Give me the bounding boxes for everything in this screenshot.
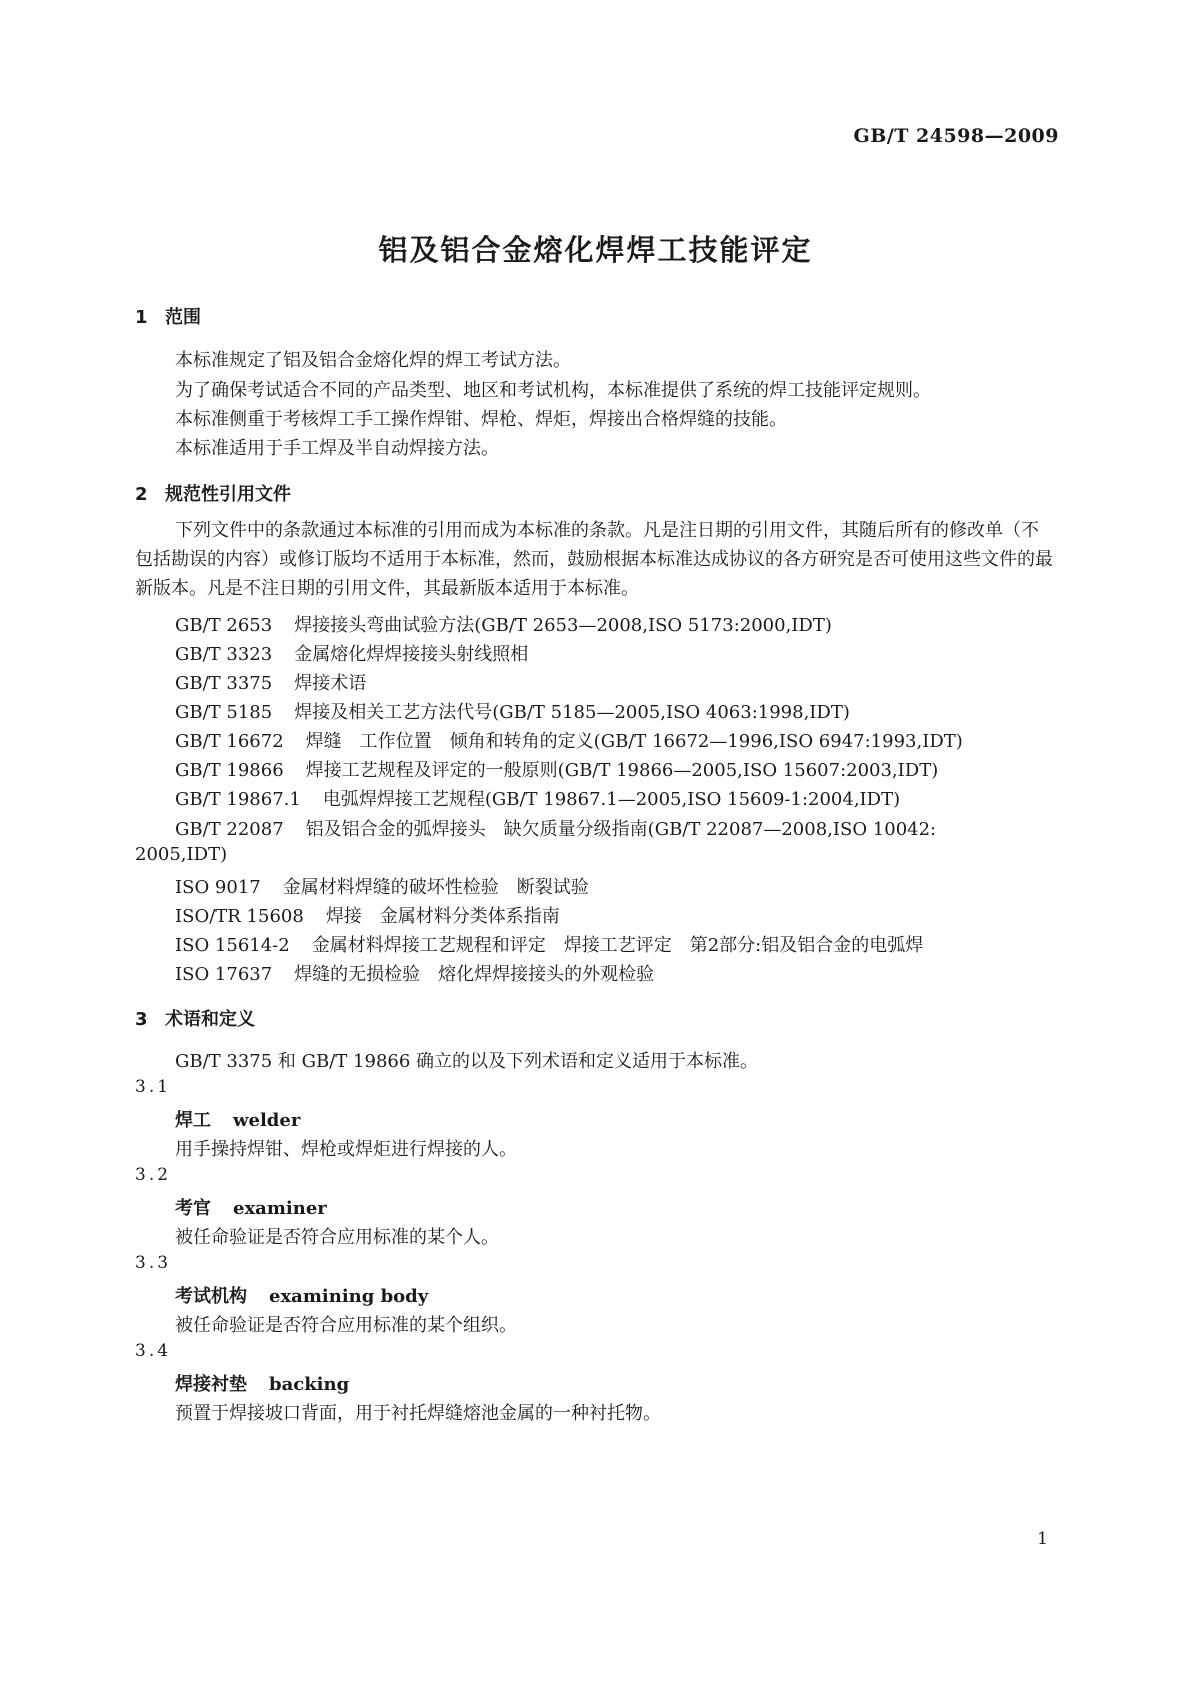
paragraph: 本标准规定了铝及铝合金熔化焊的焊工考试方法。 <box>175 350 571 371</box>
term-heading <box>175 1282 428 1308</box>
reference-code: ISO 9017 <box>175 877 261 898</box>
reference-code: ISO/TR 15608 <box>175 906 304 927</box>
section-intro: GB/T 3375 和 GB/T 19866 确立的以及下列术语和定义适用于本标准。 <box>175 1051 759 1072</box>
term-en: examiner <box>233 1198 327 1219</box>
reference-title: 焊接工艺规程及评定的一般原则(GB/T 19866—2005,ISO 15607:2003,IDT) <box>305 760 939 781</box>
section-number: 3 <box>135 1009 148 1030</box>
term-definition: 被任命验证是否符合应用标准的某个人。 <box>175 1227 499 1248</box>
reference-code: GB/T 19866 <box>175 760 284 781</box>
term-en: backing <box>269 1374 350 1395</box>
reference-code: GB/T 22087 <box>175 819 284 840</box>
reference-code: GB/T 16672 <box>175 731 284 752</box>
document-title: 铝及铝合金熔化焊焊工技能评定 <box>378 233 813 267</box>
reference-item <box>175 727 963 753</box>
reference-code: ISO 17637 <box>175 964 273 985</box>
term-heading <box>175 1370 349 1396</box>
reference-item <box>175 611 832 637</box>
reference-title: 焊接及相关工艺方法代号(GB/T 5185—2005,ISO 4063:1998,IDT) <box>294 702 850 723</box>
term-number: 3.4 <box>135 1341 172 1361</box>
reference-item <box>175 785 900 811</box>
term-en: examining body <box>269 1286 429 1307</box>
reference-continuation: 2005,IDT) <box>135 844 228 865</box>
term-definition: 被任命验证是否符合应用标准的某个组织。 <box>175 1315 517 1336</box>
section-intro: 下列文件中的条款通过本标准的引用而成为本标准的条款。凡是注日期的引用文件，其随后所有的修改单（不包括勘误的内容）或修订版均不适用于本标准，然而，鼓励根据本标准达成协议的各方研究是否可使用这些文件的最新版本。凡是不注日期的引用文件，其最新版本适用于本标准。 <box>135 520 1053 599</box>
standard-code: GB/T 24598—2009 <box>853 125 1059 147</box>
paragraph: 为了确保考试适合不同的产品类型、地区和考试机构，本标准提供了系统的焊工技能评定规则。 <box>175 380 931 401</box>
reference-title: 金属熔化焊焊接接头射线照相 <box>294 644 529 665</box>
reference-title: 铝及铝合金的弧焊接头 缺欠质量分级指南(GB/T 22087—2008,ISO 10042: <box>305 819 937 840</box>
term-zh: 焊工 <box>175 1110 211 1131</box>
reference-code: GB/T 3323 <box>175 644 273 665</box>
term-heading <box>175 1194 327 1220</box>
term-zh: 考官 <box>175 1198 211 1219</box>
section-heading-2 <box>135 480 291 506</box>
reference-title: 金属材料焊缝的破坏性检验 断裂试验 <box>282 877 589 898</box>
section-number: 1 <box>135 307 148 328</box>
reference-item <box>175 698 850 724</box>
reference-title: 焊接术语 <box>294 673 367 694</box>
reference-item <box>175 960 654 986</box>
reference-title: 焊缝的无损检验 熔化焊焊接接头的外观检验 <box>294 964 655 985</box>
term-number: 3.2 <box>135 1165 172 1185</box>
section-title: 术语和定义 <box>165 1009 255 1030</box>
reference-item <box>175 931 923 957</box>
reference-item <box>175 669 366 695</box>
reference-title: 焊接 金属材料分类体系指南 <box>325 906 560 927</box>
section-heading-1 <box>135 303 201 329</box>
section-title: 规范性引用文件 <box>165 484 291 505</box>
section-title: 范围 <box>165 307 201 328</box>
term-en: welder <box>233 1110 301 1131</box>
reference-title: 焊接接头弯曲试验方法(GB/T 2653—2008,ISO 5173:2000,IDT) <box>294 615 832 636</box>
term-heading <box>175 1106 300 1132</box>
reference-code: GB/T 3375 <box>175 673 273 694</box>
reference-code: ISO 15614-2 <box>175 935 290 956</box>
reference-title: 金属材料焊接工艺规程和评定 焊接工艺评定 第2部分:铝及铝合金的电弧焊 <box>311 935 924 956</box>
section-number: 2 <box>135 484 148 505</box>
reference-code: GB/T 2653 <box>175 615 273 636</box>
reference-item <box>175 756 938 782</box>
term-definition: 预置于焊接坡口背面，用于衬托焊缝熔池金属的一种衬托物。 <box>175 1403 661 1424</box>
term-zh: 焊接衬垫 <box>175 1374 247 1395</box>
term-zh: 考试机构 <box>175 1286 247 1307</box>
reference-item <box>175 873 589 899</box>
page-number: 1 <box>1037 1529 1048 1549</box>
reference-title: 焊缝 工作位置 倾角和转角的定义(GB/T 16672—1996,ISO 6947:1993,IDT) <box>305 731 963 752</box>
term-definition: 用手操持焊钳、焊枪或焊炬进行焊接的人。 <box>175 1139 517 1160</box>
term-number: 3.3 <box>135 1253 172 1273</box>
reference-item <box>175 902 560 928</box>
reference-code: GB/T 19867.1 <box>175 789 301 810</box>
section-heading-3 <box>135 1005 255 1031</box>
reference-item <box>175 640 528 666</box>
term-number: 3.1 <box>135 1077 172 1097</box>
reference-title: 电弧焊焊接工艺规程(GB/T 19867.1—2005,ISO 15609-1:2004,IDT) <box>322 789 901 810</box>
paragraph: 本标准适用于手工焊及半自动焊接方法。 <box>175 438 499 459</box>
paragraph: 本标准侧重于考核焊工手工操作焊钳、焊枪、焊炬，焊接出合格焊缝的技能。 <box>175 409 787 430</box>
reference-code: GB/T 5185 <box>175 702 273 723</box>
reference-item <box>175 815 936 841</box>
